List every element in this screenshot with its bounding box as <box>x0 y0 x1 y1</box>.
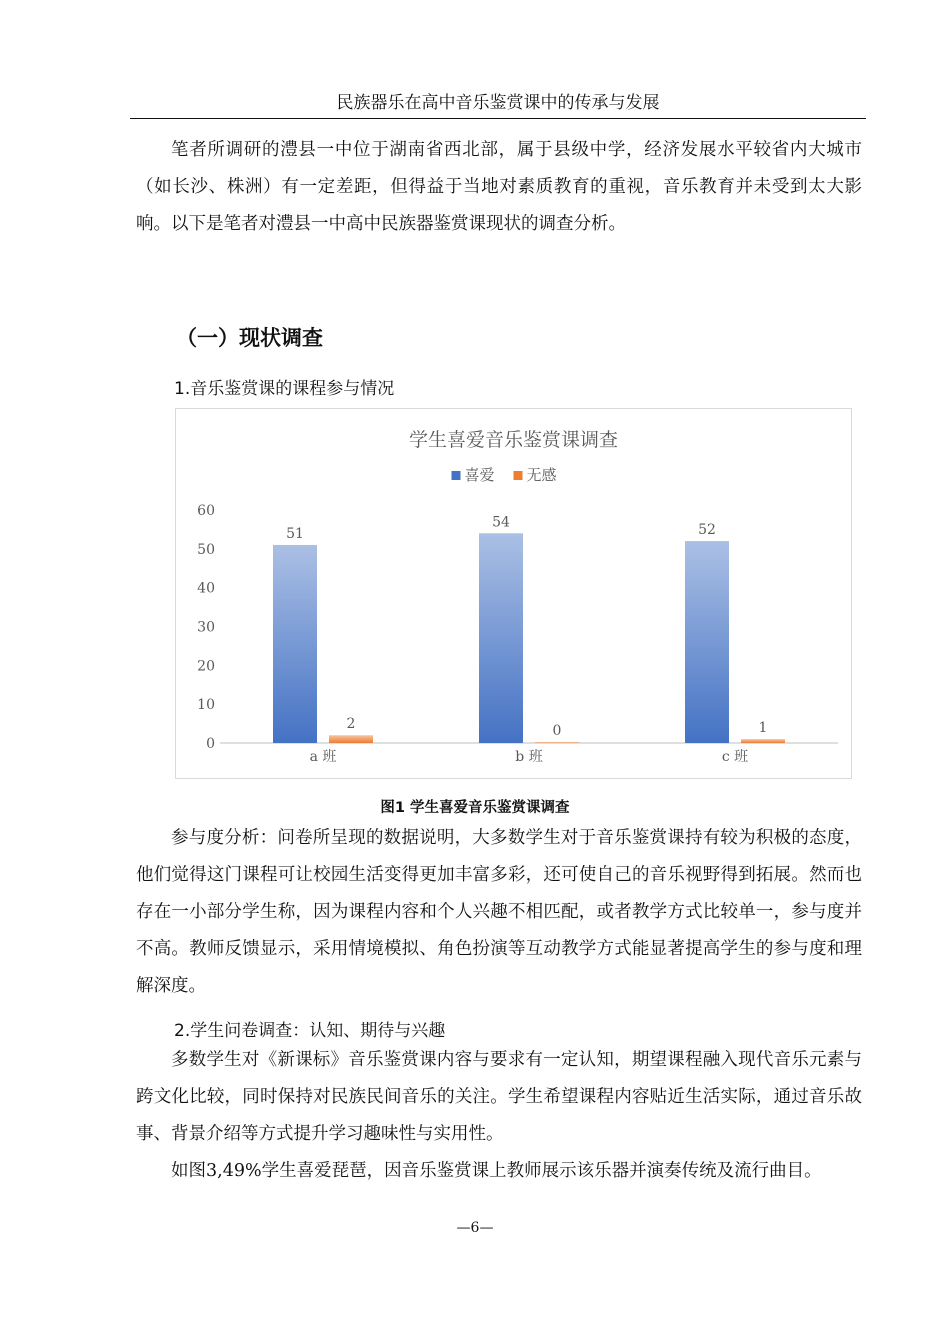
bar-like-2 <box>479 533 523 743</box>
y-tick-label: 30 <box>197 619 215 636</box>
legend-swatch-1 <box>452 471 461 480</box>
y-tick-label: 0 <box>206 736 215 752</box>
subsection-heading-1: 1.音乐鉴赏课的课程参与情况 <box>174 379 395 399</box>
data-label: 54 <box>492 514 510 531</box>
data-label: 51 <box>286 525 304 542</box>
bar-neutral-1 <box>329 735 373 743</box>
legend-swatch-2 <box>514 471 523 480</box>
data-label: 1 <box>758 720 768 737</box>
x-tick-label: b 班 <box>515 749 543 765</box>
y-tick-label: 20 <box>197 658 215 675</box>
bar-neutral-3 <box>741 739 785 743</box>
chart-frame <box>175 408 852 779</box>
bar-like-1 <box>273 545 317 743</box>
legend-label-2: 无感 <box>526 466 557 484</box>
y-tick-label: 40 <box>197 580 215 597</box>
analysis-paragraph: 参与度分析：问卷所呈现的数据说明，大多数学生对于音乐鉴赏课持有较为积极的态度，他们觉得这门课程可让校园生活变得更加丰富多彩，还可使自己的音乐视野得到拓展。然而也存在一小部分学生称，因为课程内容和个人兴趣不相匹配，或者教学方式比较单一，参与度并不高。教师反馈显示，采用情境模拟、角色扮演等互动教学方式能显著提高学生的参与度和理解深度。 <box>136 828 862 996</box>
page-number: —6— <box>456 1220 494 1236</box>
bar-neutral-2 <box>535 742 579 743</box>
intro-paragraph: 笔者所调研的澧县一中位于湖南省西北部，属于县级中学，经济发展水平较省内大城市（如长沙、株洲）有一定差距，但得益于当地对素质教育的重视，音乐教育并未受到太大影响。以下是笔者对澧县一中高中民族器鉴赏课现状的调查分析。 <box>136 140 862 234</box>
bar-chart <box>176 409 851 778</box>
y-tick-label: 50 <box>197 541 215 558</box>
data-label: 2 <box>346 716 356 733</box>
y-tick-label: 10 <box>197 697 215 714</box>
subsection-heading-2: 2.学生问卷调查：认知、期待与兴趣 <box>174 1021 446 1041</box>
bar-like-3 <box>685 541 729 743</box>
x-tick-label: a 班 <box>309 749 337 765</box>
running-header: 民族器乐在高中音乐鉴赏课中的传承与发展 <box>130 92 866 119</box>
chart-title: 学生喜爱音乐鉴赏课调查 <box>408 429 619 451</box>
instrument-paragraph: 如图3,49%学生喜爱琵琶，因音乐鉴赏课上教师展示该乐器并演奏传统及流行曲目。 <box>171 1161 822 1181</box>
figure-caption: 图1 学生喜爱音乐鉴赏课调查 <box>380 800 570 816</box>
x-tick-label: c 班 <box>721 749 749 765</box>
y-tick-label: 60 <box>197 503 215 519</box>
expectation-paragraph: 多数学生对《新课标》音乐鉴赏课内容与要求有一定认知，期望课程融入现代音乐元素与跨文化比较，同时保持对民族民间音乐的关注。学生希望课程内容贴近生活实际，通过音乐故事、背景介绍等方式提升学习趣味性与实用性。 <box>136 1050 862 1144</box>
data-label: 0 <box>552 723 562 740</box>
data-label: 52 <box>698 522 716 539</box>
section-heading: （一）现状调查 <box>176 326 323 350</box>
legend-label-1: 喜爱 <box>464 466 495 484</box>
